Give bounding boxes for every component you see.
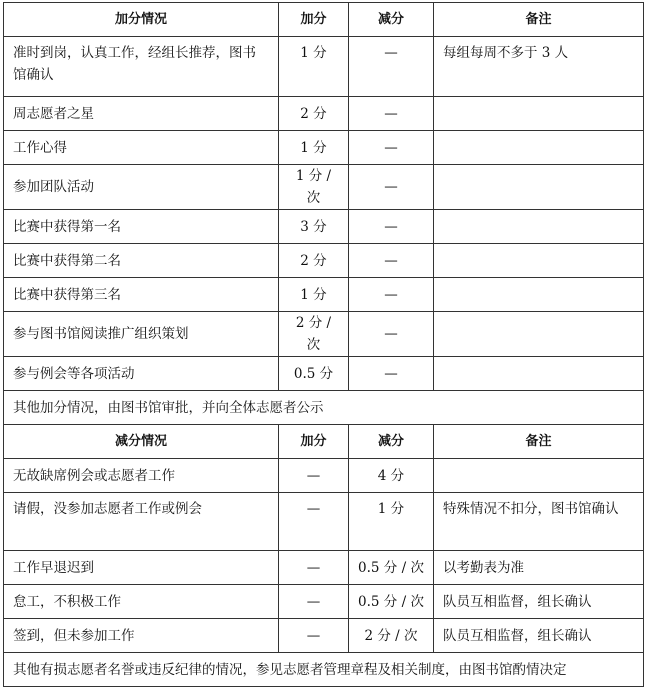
table-row xyxy=(4,131,644,165)
sub-section-footer-row xyxy=(4,653,644,687)
table-row xyxy=(4,551,644,585)
sub-footer-note: 其他有损志愿者名誉或违反纪律的情况，参见志愿者管理章程及相关制度，由图书馆酌情决定 xyxy=(4,653,644,687)
sub-cell: — xyxy=(349,357,434,391)
item-cell: 参与例会等各项活动 xyxy=(4,357,279,391)
add-cell: — xyxy=(279,585,349,619)
sub-cell: — xyxy=(349,131,434,165)
sub-cell: 2 分 / 次 xyxy=(349,619,434,653)
table-row xyxy=(4,619,644,653)
item-cell: 周志愿者之星 xyxy=(4,97,279,131)
add-footer-note: 其他加分情况，由图书馆审批，并向全体志愿者公示 xyxy=(4,391,644,425)
note-cell xyxy=(434,312,644,357)
add-cell: 1 分 xyxy=(279,131,349,165)
table-row xyxy=(4,244,644,278)
sub-cell: 1 分 xyxy=(349,493,434,551)
item-cell: 怠工，不积极工作 xyxy=(4,585,279,619)
add-cell: 1 分 xyxy=(279,278,349,312)
sub-cell: — xyxy=(349,278,434,312)
table-row xyxy=(4,37,644,97)
table-row xyxy=(4,97,644,131)
header-cell: 加分 xyxy=(279,425,349,459)
note-cell: 队员互相监督，组长确认 xyxy=(434,619,644,653)
sub-cell: — xyxy=(349,244,434,278)
item-cell: 参与图书馆阅读推广组织策划 xyxy=(4,312,279,357)
header-cell: 备注 xyxy=(434,3,644,37)
note-cell xyxy=(434,97,644,131)
sub-cell: — xyxy=(349,210,434,244)
sub-cell: — xyxy=(349,312,434,357)
note-cell: 以考勤表为准 xyxy=(434,551,644,585)
note-cell xyxy=(434,244,644,278)
item-cell: 工作心得 xyxy=(4,131,279,165)
header-cell: 备注 xyxy=(434,425,644,459)
table-row xyxy=(4,210,644,244)
item-cell: 比赛中获得第一名 xyxy=(4,210,279,244)
note-cell: 队员互相监督，组长确认 xyxy=(434,585,644,619)
sub-cell: — xyxy=(349,37,434,97)
add-cell: 1 分 xyxy=(279,37,349,97)
note-cell xyxy=(434,210,644,244)
note-cell: 特殊情况不扣分，图书馆确认 xyxy=(434,493,644,551)
add-section-footer-row xyxy=(4,391,644,425)
item-cell: 比赛中获得第三名 xyxy=(4,278,279,312)
table-row xyxy=(4,493,644,551)
sub-cell: — xyxy=(349,165,434,210)
add-cell: 0.5 分 xyxy=(279,357,349,391)
item-cell: 工作早退迟到 xyxy=(4,551,279,585)
table-row xyxy=(4,312,644,357)
add-cell: 2 分 xyxy=(279,97,349,131)
item-cell: 签到，但未参加工作 xyxy=(4,619,279,653)
item-cell: 比赛中获得第二名 xyxy=(4,244,279,278)
sub-cell: — xyxy=(349,97,434,131)
item-cell: 无故缺席例会或志愿者工作 xyxy=(4,459,279,493)
header-cell: 加分情况 xyxy=(4,3,279,37)
note-cell: 每组每周不多于 3 人 xyxy=(434,37,644,97)
add-section-header-row xyxy=(4,3,644,37)
note-cell xyxy=(434,165,644,210)
header-cell: 减分 xyxy=(349,3,434,37)
item-cell: 请假，没参加志愿者工作或例会 xyxy=(4,493,279,551)
add-cell: — xyxy=(279,493,349,551)
add-cell: 1 分 / 次 xyxy=(279,165,349,210)
header-cell: 减分 xyxy=(349,425,434,459)
sub-cell: 4 分 xyxy=(349,459,434,493)
table-row xyxy=(4,165,644,210)
note-cell xyxy=(434,131,644,165)
add-cell: 3 分 xyxy=(279,210,349,244)
header-cell: 加分 xyxy=(279,3,349,37)
add-cell: — xyxy=(279,459,349,493)
table-row xyxy=(4,585,644,619)
table-row xyxy=(4,357,644,391)
add-cell: — xyxy=(279,619,349,653)
add-cell: — xyxy=(279,551,349,585)
add-cell: 2 分 / 次 xyxy=(279,312,349,357)
sub-section-header-row xyxy=(4,425,644,459)
sub-cell: 0.5 分 / 次 xyxy=(349,585,434,619)
note-cell xyxy=(434,278,644,312)
table-row xyxy=(4,459,644,493)
note-cell xyxy=(434,459,644,493)
volunteer-score-table xyxy=(3,2,644,687)
item-cell: 准时到岗，认真工作，经组长推荐，图书馆确认 xyxy=(4,37,279,97)
table-row xyxy=(4,278,644,312)
item-cell: 参加团队活动 xyxy=(4,165,279,210)
note-cell xyxy=(434,357,644,391)
sub-cell: 0.5 分 / 次 xyxy=(349,551,434,585)
header-cell: 减分情况 xyxy=(4,425,279,459)
add-cell: 2 分 xyxy=(279,244,349,278)
